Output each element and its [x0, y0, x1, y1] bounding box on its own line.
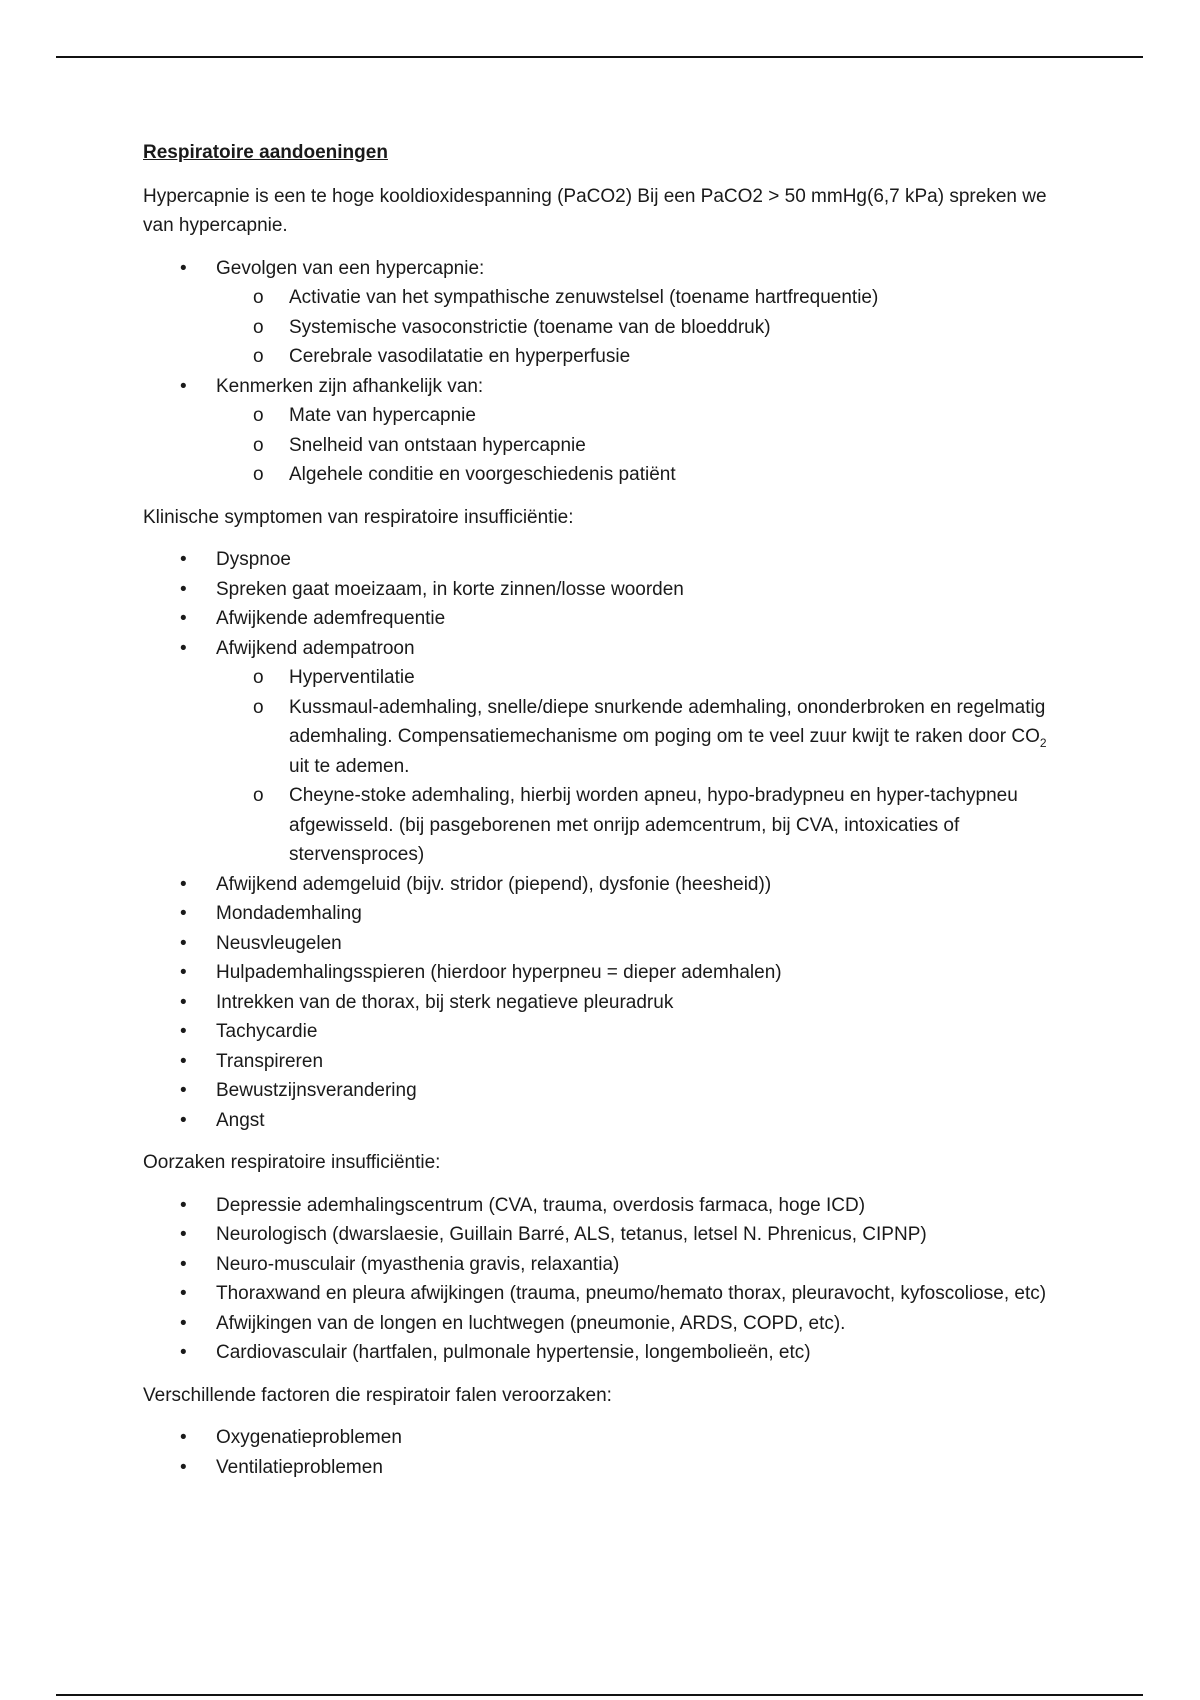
sub-list-item: o Snelheid van ontstaan hypercapnie — [216, 431, 1063, 461]
sub-list-item: o Activatie van het sympathische zenuwstelsel (toename hartfrequentie) — [216, 283, 1063, 313]
bullet-icon: • — [180, 1312, 187, 1334]
sub-bullet-icon: o — [253, 785, 264, 806]
sub-bullet-icon: o — [253, 346, 264, 367]
list-item-text: Gevolgen van een hypercapnie: — [216, 257, 485, 279]
bullet-icon: • — [180, 637, 187, 659]
list-item: • Angst — [143, 1106, 1063, 1136]
list-item: • Cardiovasculair (hartfalen, pulmonale hypertensie, longembolieën, etc) — [143, 1338, 1063, 1368]
sub-list-item: o Systemische vasoconstrictie (toename van de bloeddruk) — [216, 313, 1063, 343]
header-rule — [56, 56, 1143, 58]
sub-bullet-icon: o — [253, 287, 264, 308]
bullet-icon: • — [180, 1427, 187, 1448]
sub-list-item: o Algehele conditie en voorgeschiedenis patiënt — [216, 460, 1063, 490]
list-item: • Transpireren — [143, 1047, 1063, 1077]
list-item: • Intrekken van de thorax, bij sterk negatieve pleuradruk — [143, 988, 1063, 1018]
list-item: • Thoraxwand en pleura afwijkingen (trauma, pneumo/hemato thorax, pleuravocht, kyfoscoliose, etc) — [143, 1279, 1063, 1309]
factors-heading: Verschillende factoren die respiratoir falen veroorzaken: — [143, 1384, 612, 1406]
list-item-text: Kenmerken zijn afhankelijk van: — [216, 375, 484, 397]
list-item: • Neurologisch (dwarslaesie, Guillain Barré, ALS, tetanus, letsel N. Phrenicus, CIPNP) — [143, 1220, 1063, 1250]
bullet-icon: • — [180, 962, 187, 983]
bullet-icon: • — [180, 1021, 187, 1042]
causes-heading: Oorzaken respiratoire insufficiëntie: — [143, 1152, 441, 1173]
bullet-icon: • — [180, 1456, 187, 1478]
document-body — [143, 138, 1063, 1495]
list-item: • Hulpademhalingsspieren (hierdoor hyperpneu = dieper ademhalen) — [143, 958, 1063, 988]
sub-list — [216, 663, 1063, 870]
bullet-icon: • — [180, 1283, 187, 1304]
list-item: • Tachycardie — [143, 1017, 1063, 1047]
sub-list-item: o Mate van hypercapnie — [216, 401, 1063, 431]
document-title: Respiratoire aandoeningen — [143, 142, 388, 163]
sub-bullet-icon: o — [253, 464, 264, 485]
intro-paragraph: Hypercapnie is een te hoge kooldioxidespanning (PaCO2) Bij een PaCO2 > 50 mmHg(6,7 kPa) spreken we van hypercapnie. — [143, 185, 1047, 236]
bullet-icon: • — [180, 375, 187, 397]
bullet-icon: • — [180, 1253, 187, 1275]
list-item: • Depressie ademhalingscentrum (CVA, trauma, overdosis farmaca, hoge ICD) — [143, 1191, 1063, 1221]
sub-bullet-icon: o — [253, 434, 264, 456]
sub-bullet-icon: o — [253, 696, 264, 718]
list-item: • Dyspnoe — [143, 545, 1063, 575]
bullet-icon: • — [180, 578, 187, 600]
list-item: • Afwijkingen van de longen en luchtwegen (pneumonie, ARDS, COPD, etc). — [143, 1309, 1063, 1339]
bullet-icon: • — [180, 1109, 187, 1131]
bullet-icon: • — [180, 1342, 187, 1363]
bullet-icon: • — [180, 257, 187, 279]
sub-list — [216, 401, 1063, 490]
sub-list-item: o Cheyne-stoke ademhaling, hierbij worden apneu, hypo-bradypneu en hyper-tachypneu afgewisseld. (bij pasgeborenen met onrijp ademcentrum, bij CVA, intoxicaties of stervensproces) — [216, 781, 1063, 870]
list-item: • Bewustzijnsverandering — [143, 1076, 1063, 1106]
list-item: • Neusvleugelen — [143, 929, 1063, 959]
bullet-icon: • — [180, 549, 187, 570]
sub-bullet-icon: o — [253, 316, 264, 338]
bullet-icon: • — [180, 1080, 187, 1101]
list-item: • Oxygenatieproblemen — [143, 1423, 1063, 1453]
factors-list — [143, 1423, 1063, 1482]
list-item: • Afwijkende ademfrequentie — [143, 604, 1063, 634]
symptoms-list — [143, 545, 1063, 1135]
bullet-icon: • — [180, 873, 187, 895]
list-item: • Afwijkend ademgeluid (bijv. stridor (piepend), dysfonie (heesheid)) — [143, 870, 1063, 900]
symptoms-heading: Klinische symptomen van respiratoire insufficiëntie: — [143, 506, 574, 528]
list-item: • Neuro-musculair (myasthenia gravis, relaxantia) — [143, 1250, 1063, 1280]
list-item: • Ventilatieproblemen — [143, 1453, 1063, 1483]
causes-list — [143, 1191, 1063, 1368]
sub-list-item: o Kussmaul-ademhaling, snelle/diepe snurkende ademhaling, ononderbroken en regelmatig ademhaling. Compensatiemechanisme om poging om te veel zuur kwijt te raken door $CO_2$ uit te ademen. — [216, 693, 1063, 782]
list-item: • Mondademhaling — [143, 899, 1063, 929]
sub-list-item: o Cerebrale vasodilatatie en hyperperfusie — [216, 342, 1063, 372]
bullet-icon: • — [180, 608, 187, 629]
list-item: • Afwijkend adempatroon o Hyperventilatie o Kussmaul-ademhaling, snelle/diepe snurkende ademhaling, ononderbroken en regelmatig ademhaling. Compensatiemechanisme om poging om te veel zuur kwijt te raken door $CO_2$ uit te ademen. o Cheyne-stoke ademhaling, hierbij worden apneu, hypo-bradypneu en hyper-tachypneu afgewisseld. (bij pasgeborenen met onrijp ademcentrum, bij CVA, intoxicaties of stervensproces) — [143, 634, 1063, 870]
footer-rule — [56, 1694, 1143, 1696]
sub-list — [216, 283, 1063, 372]
hypercapnie-list — [143, 254, 1063, 490]
bullet-icon: • — [180, 932, 187, 954]
bullet-icon: • — [180, 1224, 187, 1245]
sub-bullet-icon: o — [253, 667, 264, 688]
sub-bullet-icon: o — [253, 405, 264, 426]
list-item: • Spreken gaat moeizaam, in korte zinnen/losse woorden — [143, 575, 1063, 605]
list-item — [143, 254, 1063, 372]
sub-list-item: o Hyperventilatie — [216, 663, 1063, 693]
bullet-icon: • — [180, 1050, 187, 1072]
bullet-icon: • — [180, 903, 187, 924]
list-item — [143, 372, 1063, 490]
bullet-icon: • — [180, 1194, 187, 1216]
bullet-icon: • — [180, 991, 187, 1013]
